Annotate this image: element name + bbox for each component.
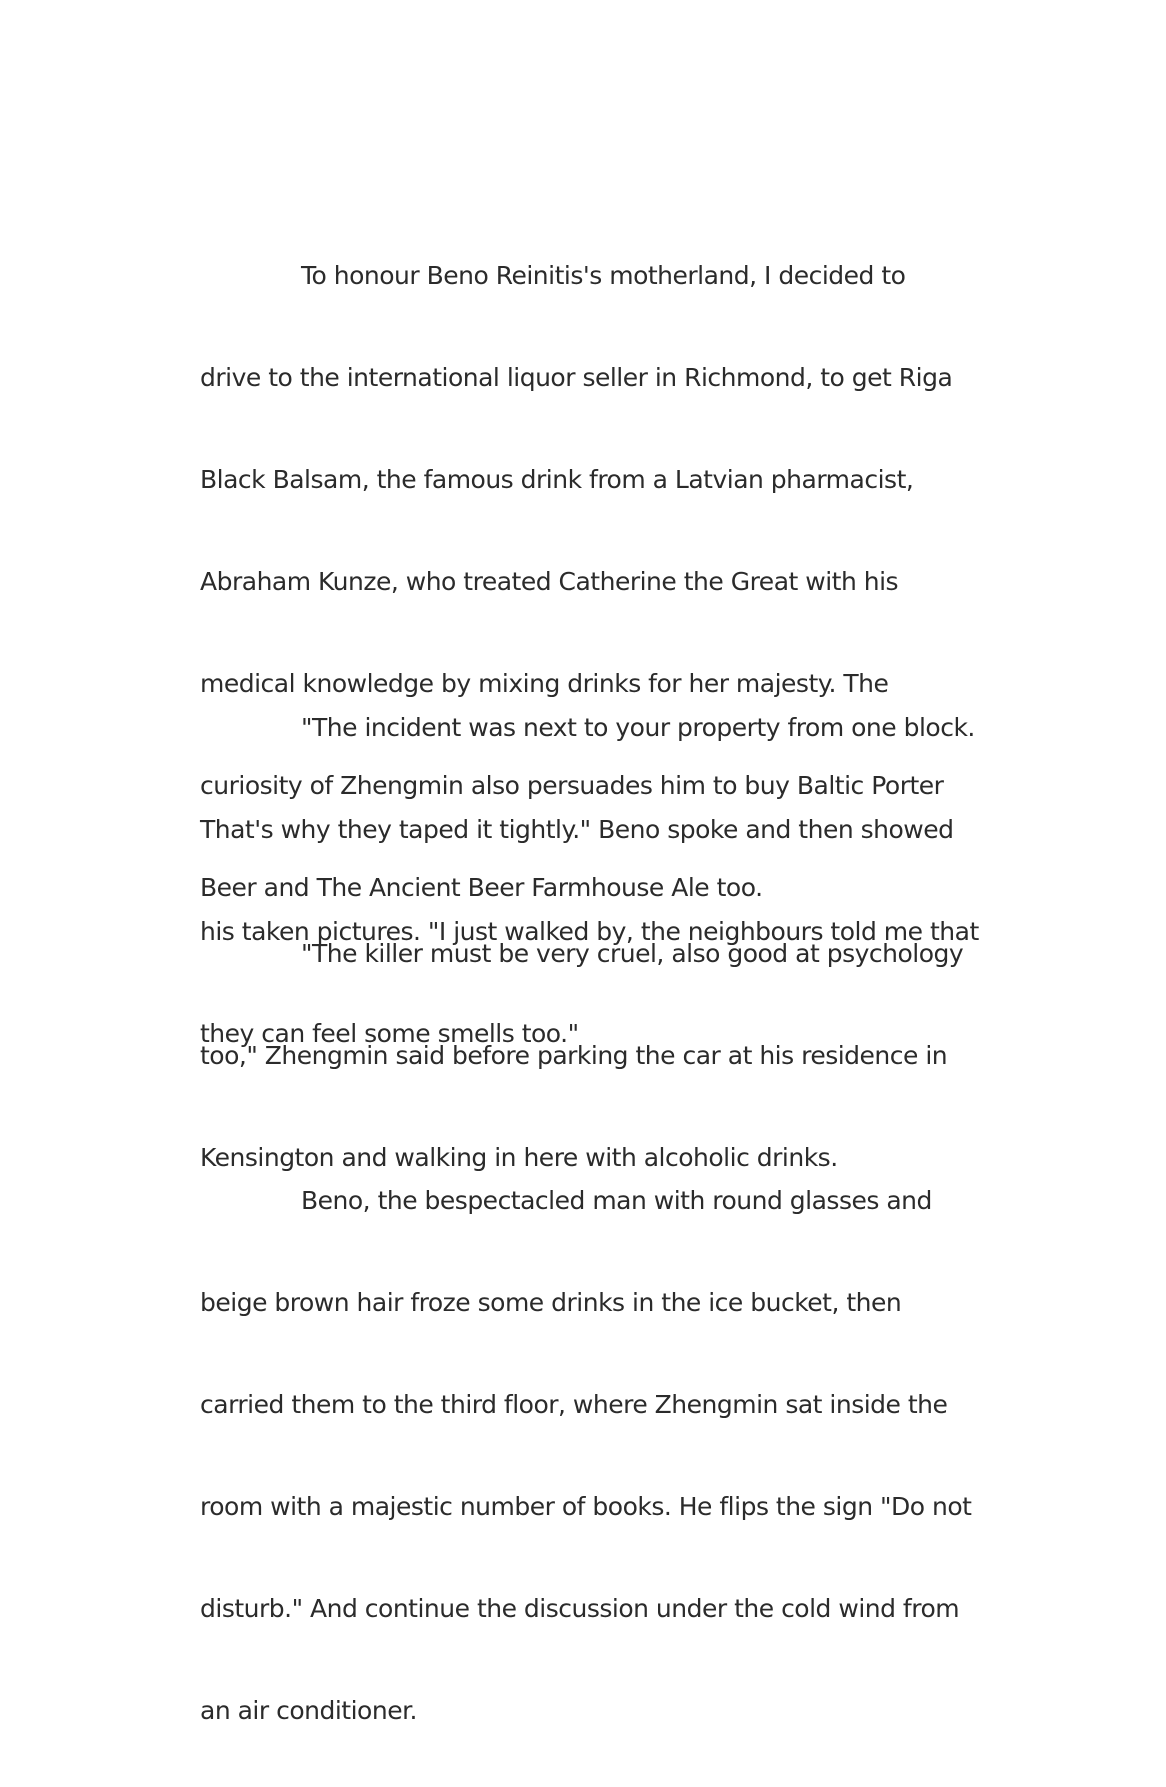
text-line: beige brown hair froze some drinks in the ice bucket, then: [200, 1288, 902, 1317]
text-line: Beer and The Ancient Beer Farmhouse Ale too.: [200, 873, 763, 902]
text-line: Abraham Kunze, who treated Catherine the Great with his: [200, 567, 899, 596]
text-line: an air conditioner.: [200, 1696, 418, 1725]
paragraph-4: [200, 1124, 990, 1787]
text-line: Black Balsam, the famous drink from a Latvian pharmacist,: [200, 465, 914, 494]
text-line: medical knowledge by mixing drinks for her majesty. The: [200, 669, 889, 698]
text-line: room with a majestic number of books. He flips the sign "Do not: [200, 1492, 972, 1521]
text-line: "The killer must be very cruel, also good at psychology: [301, 939, 964, 968]
text-line: too," Zhengmin said before parking the car at his residence in: [200, 1041, 948, 1070]
text-line: "The incident was next to your property from one block.: [301, 713, 975, 742]
text-line: disturb." And continue the discussion under the cold wind from: [200, 1594, 960, 1623]
text-line: To honour Beno Reinitis's motherland, I decided to: [301, 261, 906, 290]
text-line: Kensington and walking in here with alcoholic drinks.: [200, 1143, 838, 1172]
text-line: drive to the international liquor seller in Richmond, to get Riga: [200, 363, 953, 392]
text-line: Beno, the bespectacled man with round glasses and: [301, 1186, 932, 1215]
text-line: carried them to the third floor, where Zhengmin sat inside the: [200, 1390, 948, 1419]
text-line: they can feel some smells too.": [200, 1019, 579, 1048]
text-line: That's why they taped it tightly." Beno spoke and then showed: [200, 815, 954, 844]
text-line: his taken pictures. "I just walked by, the neighbours told me that: [200, 917, 979, 946]
text-line: curiosity of Zhengmin also persuades him to buy Baltic Porter: [200, 771, 944, 800]
